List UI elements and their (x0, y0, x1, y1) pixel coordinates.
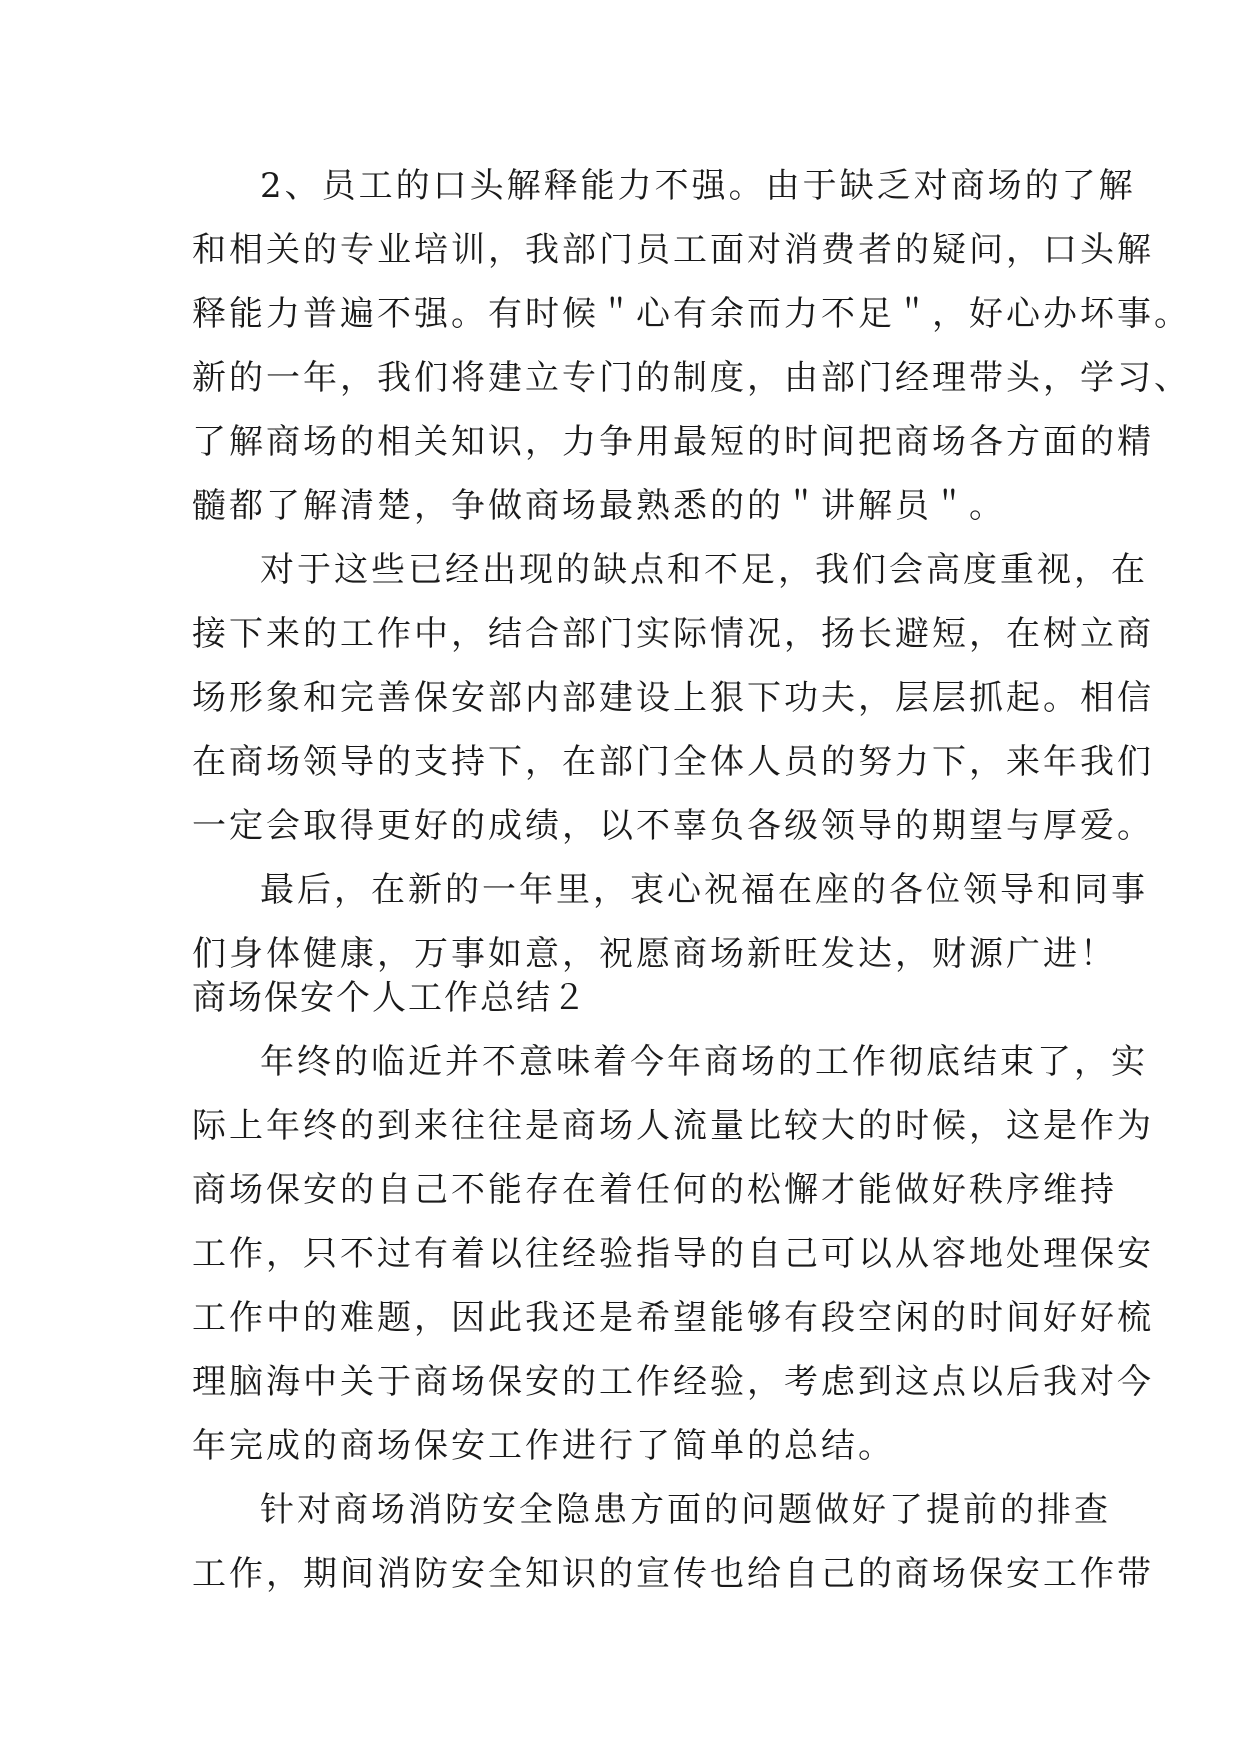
paragraph-line: 工作中的难题，因此我还是希望能够有段空闲的时间好好梳 (192, 1298, 1154, 1338)
paragraph-line: 工作，只不过有着以往经验指导的自己可以从容地处理保安 (192, 1234, 1154, 1274)
paragraph-line: 2、员工的口头解释能力不强。由于缺乏对商场的了解 (260, 166, 1136, 206)
paragraph-line: 在商场领导的支持下，在部门全体人员的努力下，来年我们 (192, 742, 1154, 782)
paragraph-line: 工作，期间消防安全知识的宣传也给自己的商场保安工作带 (192, 1554, 1154, 1594)
paragraph-line: 对于这些已经出现的缺点和不足，我们会高度重视，在 (260, 550, 1148, 590)
paragraph-line: 和相关的专业培训，我部门员工面对消费者的疑问，口头解 (192, 230, 1154, 270)
paragraph-line: 理脑海中关于商场保安的工作经验，考虑到这点以后我对今 (192, 1362, 1154, 1402)
body-text-top (192, 154, 1191, 986)
paragraph-line: 年终的临近并不意味着今年商场的工作彻底结束了，实 (260, 1042, 1148, 1082)
paragraph-line: 了解商场的相关知识，力争用最短的时间把商场各方面的精 (192, 422, 1154, 462)
paragraph-line: 接下来的工作中，结合部门实际情况，扬长避短，在树立商 (192, 614, 1154, 654)
paragraph-line: 场形象和完善保安部内部建设上狠下功夫，层层抓起。相信 (192, 678, 1154, 718)
paragraph-line: 际上年终的到来往往是商场人流量比较大的时候，这是作为 (192, 1106, 1154, 1146)
paragraph-line: 们身体健康，万事如意，祝愿商场新旺发达，财源广进！ (192, 934, 1117, 974)
body-text-bottom (192, 1030, 1154, 1606)
paragraph-line: 年完成的商场保安工作进行了简单的总结。 (192, 1426, 895, 1466)
paragraph-line: 一定会取得更好的成绩，以不辜负各级领导的期望与厚爱。 (192, 806, 1154, 846)
paragraph-line: 最后，在新的一年里，衷心祝福在座的各位领导和同事 (260, 870, 1148, 910)
paragraph-line: 针对商场消防安全隐患方面的问题做好了提前的排查 (260, 1490, 1111, 1530)
section-heading: 商场保安个人工作总结２ (192, 978, 588, 1018)
paragraph-line: 商场保安的自己不能存在着任何的松懈才能做好秩序维持 (192, 1170, 1117, 1210)
paragraph-line: 新的一年，我们将建立专门的制度，由部门经理带头，学习、 (192, 358, 1191, 398)
paragraph-line: 释能力普遍不强。有时候＂心有余而力不足＂，好心办坏事。 (192, 294, 1191, 334)
paragraph-line: 髓都了解清楚，争做商场最熟悉的的＂讲解员＂。 (192, 486, 1006, 526)
